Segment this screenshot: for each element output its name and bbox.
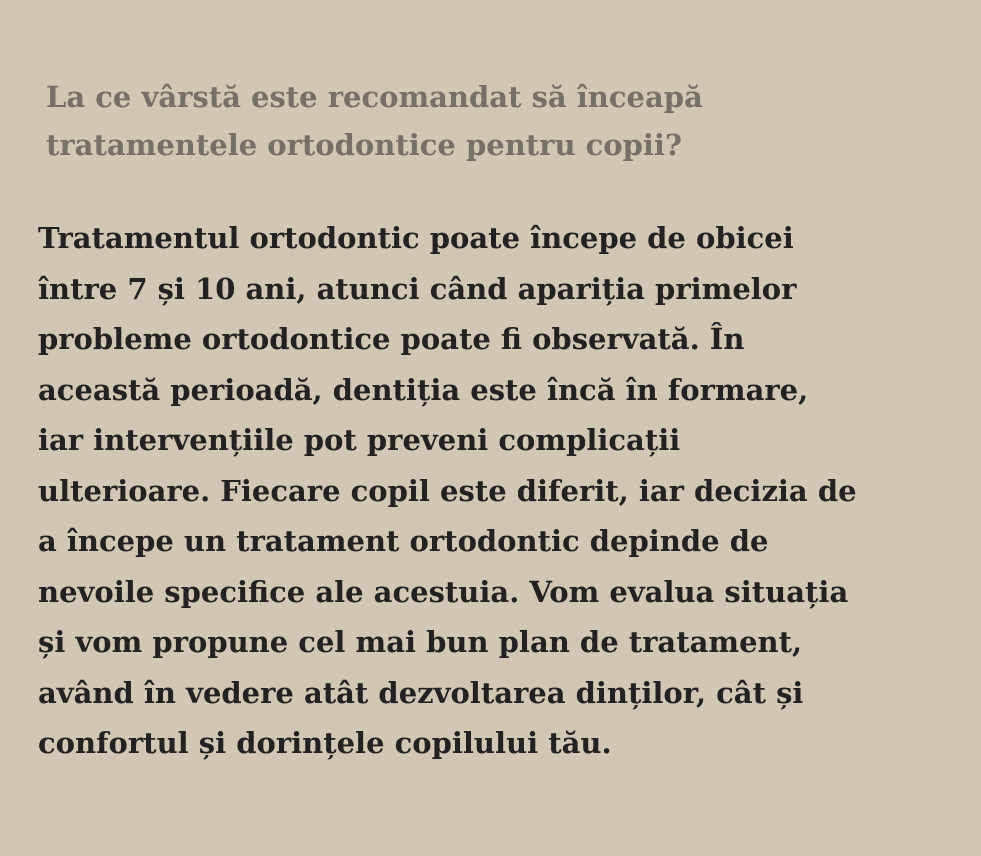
answer-line: și vom propune cel mai bun plan de tratament, <box>38 625 803 659</box>
answer-line: probleme ortodontice poate fi observată. În <box>38 322 745 356</box>
answer-line: nevoile specifice ale acestuia. Vom evalua situația <box>38 574 849 609</box>
answer-line: această perioadă, dentiția este încă în formare, <box>38 372 809 407</box>
question-line: La ce vârstă este recomandat să înceapă <box>46 80 703 114</box>
answer-line: confortul și dorințele copilului tău. <box>38 726 612 760</box>
answer-line: ulterioare. Fiecare copil este diferit, iar decizia de <box>38 473 857 508</box>
faq-question <box>46 73 946 169</box>
answer-line: între 7 și 10 ani, atunci când apariția primelor <box>38 271 797 306</box>
answer-line: iar intervențiile pot preveni complicații <box>38 423 681 457</box>
faq-answer <box>38 213 938 769</box>
answer-line: având în vedere atât dezvoltarea dinților, cât și <box>38 675 804 710</box>
answer-line: Tratamentul ortodontic poate începe de obicei <box>38 221 794 255</box>
question-line: tratamentele ortodontice pentru copii? <box>46 128 682 162</box>
answer-line: a începe un tratament ortodontic depinde de <box>38 524 769 558</box>
